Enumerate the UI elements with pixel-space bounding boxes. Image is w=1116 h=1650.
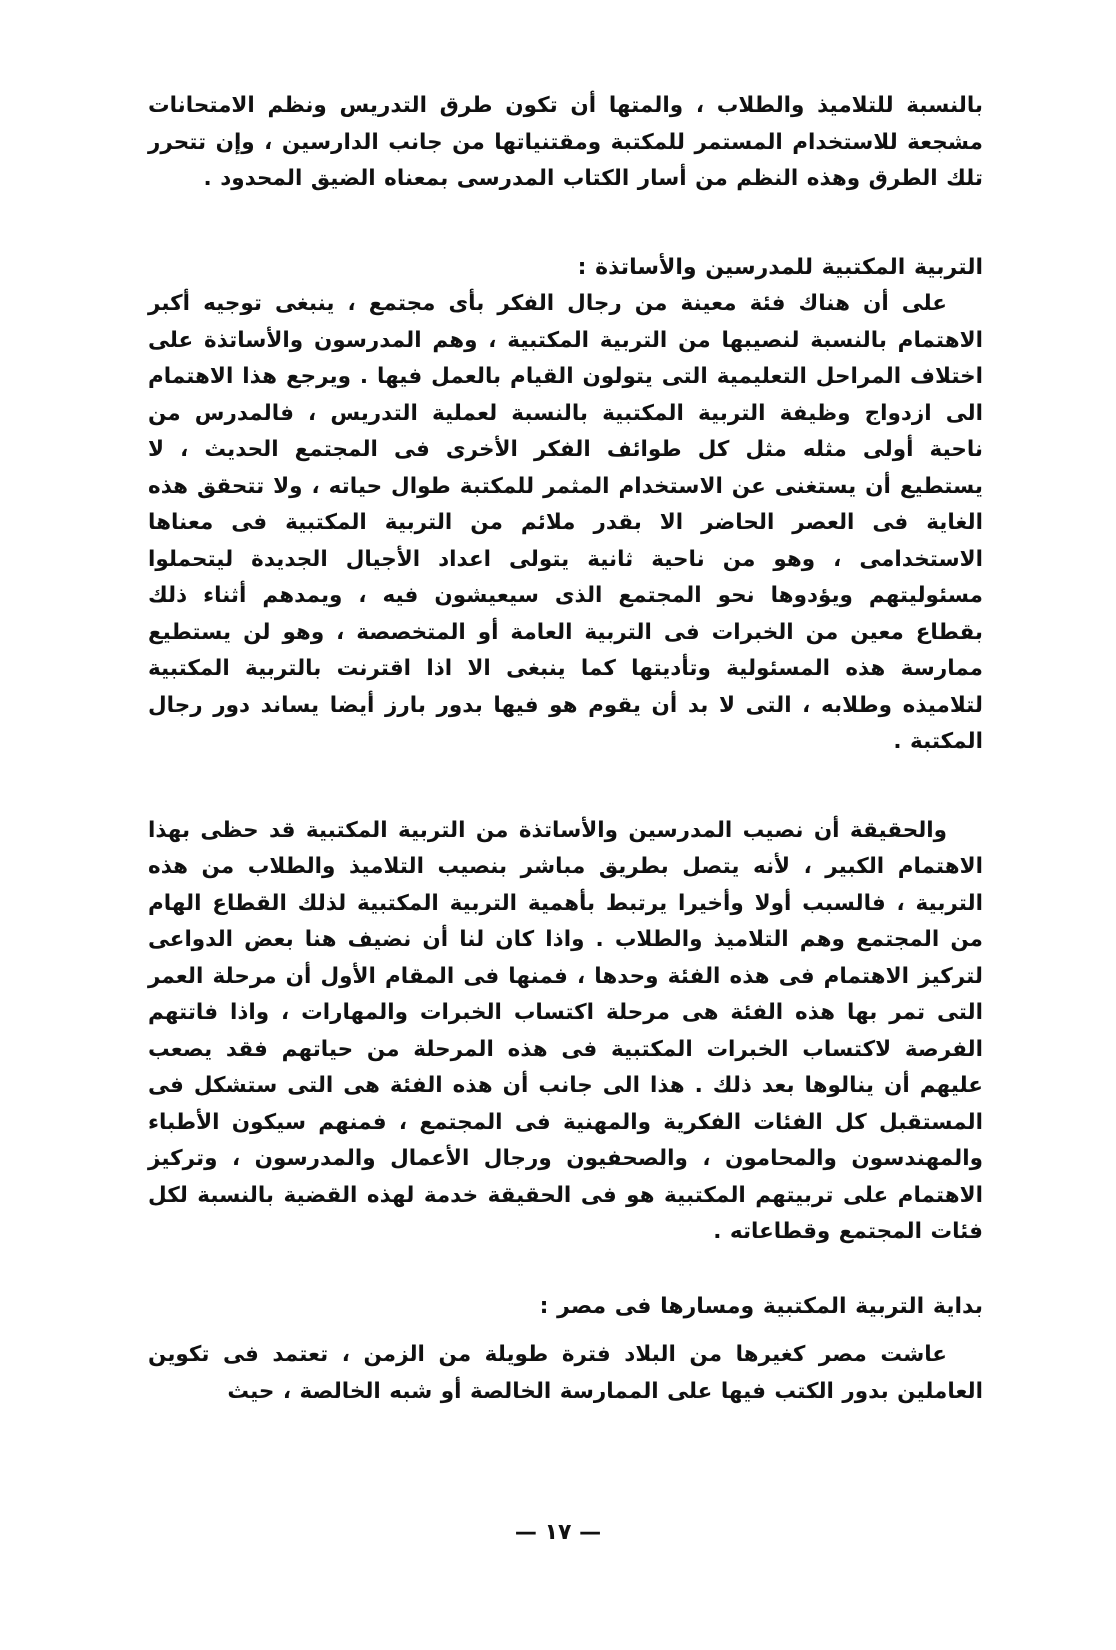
- page-number: — ١٧ —: [514, 1520, 602, 1545]
- section-heading-teachers: التربية المكتبية للمدرسين والأساتذة :: [577, 254, 983, 280]
- paragraph-continuation: بالنسبة للتلاميذ والطلاب ، والمتها أن تكون طرق التدريس ونظم الامتحانات مشجعة للاستخدام المستمر للمكتبة ومقتنياتها من جانب الدارسين ، وإن تتحرر تلك الطرق وهذه النظم من أسار الكتاب المدرسى بمعناه الضيق المحدود .: [148, 93, 983, 191]
- page-body: [148, 88, 983, 1410]
- paragraph-egypt: عاشت مصر كغيرها من البلاد فترة طويلة من الزمن ، تعتمد فى تكوين العاملين بدور الكتب فيها على الممارسة الخالصة أو شبه الخالصة ، حيث: [148, 1342, 983, 1404]
- section-heading-egypt: بداية التربية المكتبية ومسارها فى مصر :: [539, 1293, 983, 1319]
- paragraph-reality: والحقيقة أن نصيب المدرسين والأساتذة من التربية المكتبية قد حظى بهذا الاهتمام الكبير ، لأنه يتصل بطريق مباشر بنصيب التلاميذ والطلاب من هذه التربية ، فالسبب أولا وأخيرا يرتبط بأهمية التربية المكتبية لذلك القطاع الهام من المجتمع وهم التلاميذ والطلاب . واذا كان لنا أن نضيف هنا بعض الدواعى لتركيز الاهتمام فى هذه الفئة وحدها ، فمنها فى المقام الأول أن مرحلة العمر التى تمر بها هذه الفئة هى مرحلة اكتساب الخبرات والمهارات ، واذا فاتتهم الفرصة لاكتساب الخبرات المكتبية فى هذه المرحلة من حياتهم فقد يصعب عليهم أن ينالوها بعد ذلك . هذا الى جانب أن هذه الفئة هى التى ستشكل فى المستقبل كل الفئات الفكرية والمهنية فى المجتمع ، فمنهم سيكون الأطباء والمهندسون والمحامون ، والصحفيون ورجال الأعمال والمدرسون ، وتركيز الاهتمام على تربيتهم المكتبية هو فى الحقيقة خدمة لهذه القضية بالنسبة لكل فئات المجتمع وقطاعاته .: [148, 817, 983, 1244]
- paragraph-teachers: على أن هناك فئة معينة من رجال الفكر بأى مجتمع ، ينبغى توجيه أكبر الاهتمام بالنسبة لنصيبها من التربية المكتبية ، وهم المدرسون والأساتذة على اختلاف المراحل التعليمية التى يتولون القيام بالعمل فيها . ويرجع هذا الاهتمام الى ازدواج وظيفة التربية المكتبية بالنسبة لعملية التدريس ، فالمدرس من ناحية أولى مثله مثل كل طوائف الفكر الأخرى فى المجتمع الحديث ، لا يستطيع أن يستغنى عن الاستخدام المثمر للمكتبة طوال حياته ، ولا تتحقق هذه الغاية فى العصر الحاضر الا بقدر ملائم من التربية المكتبية فى معناها الاستخدامى ، وهو من ناحية ثانية يتولى اعداد الأجيال الجديدة ليتحملوا مسئوليتهم ويؤدوها نحو المجتمع الذى سيعيشون فيه ، ويمدهم أثناء ذلك بقطاع معين من الخبرات فى التربية العامة أو المتخصصة ، وهو لن يستطيع ممارسة هذه المسئولية وتأديتها كما ينبغى الا اذا اقترنت بالتربية المكتبية لتلاميذه وطلابه ، التى لا بد أن يقوم هو فيها بدور بارز أيضا يساند دور رجال المكتبة .: [148, 291, 983, 754]
